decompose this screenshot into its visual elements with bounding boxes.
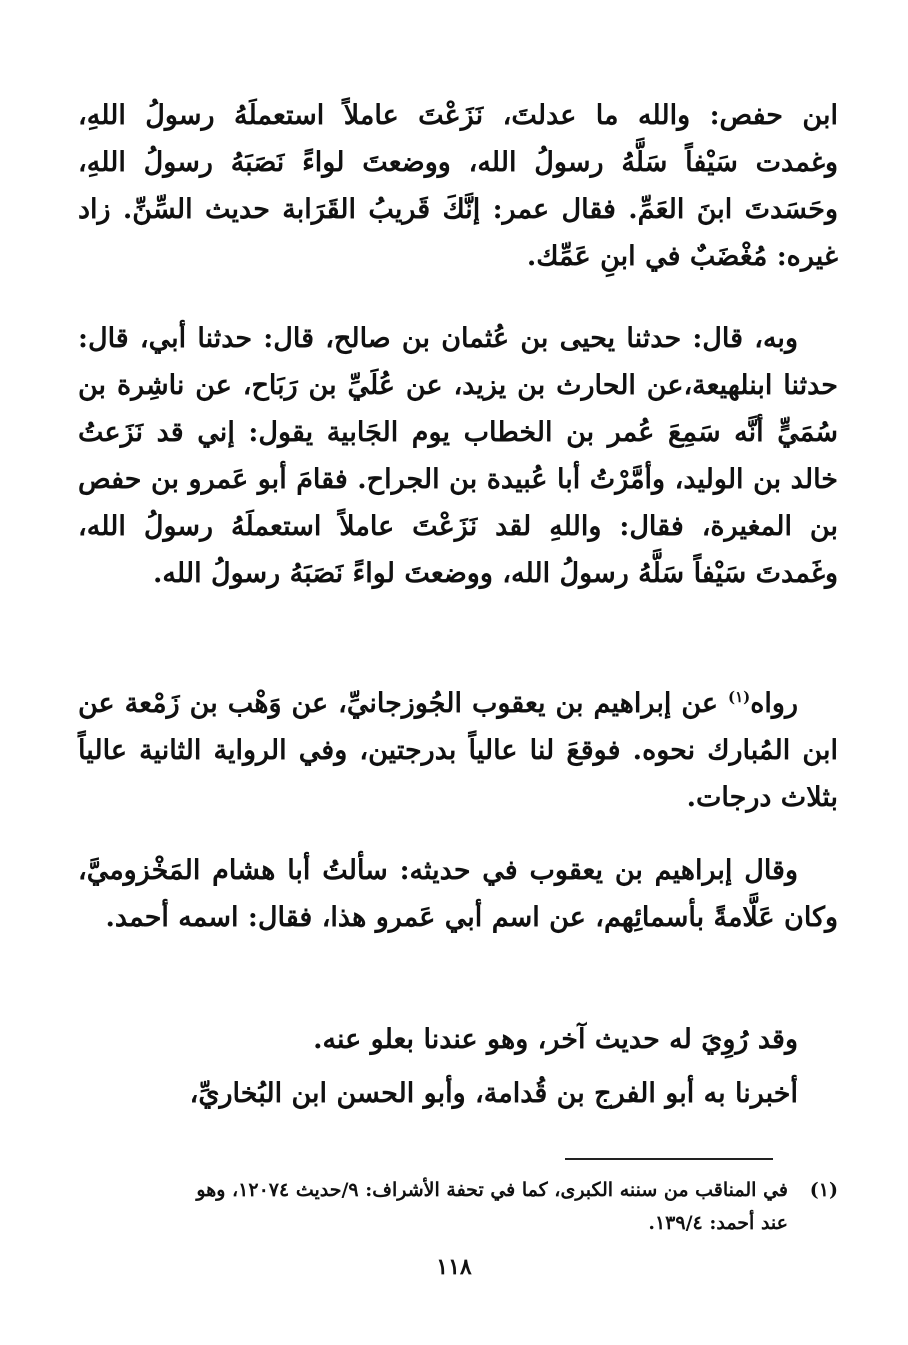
footnote-text-1: في المناقب من سننه الكبرى، كما في تحفة الأشراف: ٩/حديث ١٢٠٧٤، وهو — [196, 1179, 788, 1201]
footnote-line-1 — [78, 1174, 838, 1207]
paragraph-1 — [78, 92, 838, 280]
paragraph-4 — [78, 847, 838, 941]
footnote-text-2: عند أحمد: ١٣٩/٤. — [648, 1212, 788, 1234]
paragraph-6-text: أخبرنا به أبو الفرج بن قُدامة، وأبو الحسن ابن البُخاريِّ، — [189, 1078, 798, 1109]
paragraph-3-lead: رواه — [750, 688, 798, 719]
page-number: ١١٨ — [436, 1254, 472, 1280]
footnote-reference[interactable]: (١) — [727, 688, 751, 706]
footnote-divider — [565, 1158, 773, 1160]
paragraph-5-text: وقد رُوِيَ له حديث آخر، وهو عندنا بعلو عنه. — [313, 1024, 798, 1055]
paragraph-6 — [78, 1070, 838, 1117]
paragraph-4-text: وقال إبراهيم بن يعقوب في حديثه: سألتُ أبا هشام المَخْزوميَّ، وكان عَلَّامةً بأسمائِهم، عن اسم أبي عَمرو هذا، فقال: اسمه أحمد. — [78, 855, 838, 933]
paragraph-3 — [78, 680, 838, 821]
paragraph-3-text: عن إبراهيم بن يعقوب الجُوزجانيِّ، عن وَهْب بن زَمْعة عن ابن المُبارك نحوه. فوقعَ لنا عالياً بدرجتين، وفي الرواية الثانية عالياً بثلاث درجات. — [78, 688, 838, 813]
footnote-line-2 — [78, 1207, 838, 1240]
footnote-number: (١) — [809, 1179, 838, 1201]
footnote — [78, 1174, 838, 1240]
paragraph-1-text: ابن حفص: والله ما عدلتَ، نَزَعْتَ عاملاً استعملَهُ رسولُ اللهِ، وغمدت سَيْفاً سَلَّهُ رسولُ الله، ووضعتَ لواءً نَصَبَهُ رسولُ اللهِ، وحَسَدتَ ابنَ العَمِّ. فقال عمر: إنَّكَ قَريبُ القَرَابة حديث السِّنِّ. زاد غيره: مُغْضَبٌ في ابنِ عَمِّك. — [78, 100, 839, 272]
paragraph-2-text: وبه، قال: حدثنا يحيى بن عُثمان بن صالح، قال: حدثنا أبي، قال: حدثنا ابنلهيعة،عن الحارث بن يزيد، عن عُلَيِّ بن رَبَاح، عن ناشِرة بن سُمَيٍّ أنَّه سَمِعَ عُمر بن الخطاب يوم الجَابية يقول: إني قد نَزَعتُ خالد بن الوليد، وأمَّرْتُ أبا عُبيدة بن الجراح. فقامَ أبو عَمرو بن حفص بن المغيرة، فقال: واللهِ لقد نَزَعْتَ عاملاً استعملَهُ رسولُ الله، وغَمدتَ سَيْفاً سَلَّهُ رسولُ الله، ووضعتَ لواءً نَصَبَهُ رسولُ الله. — [78, 323, 838, 589]
paragraph-2 — [78, 315, 838, 597]
paragraph-5 — [78, 1016, 838, 1063]
